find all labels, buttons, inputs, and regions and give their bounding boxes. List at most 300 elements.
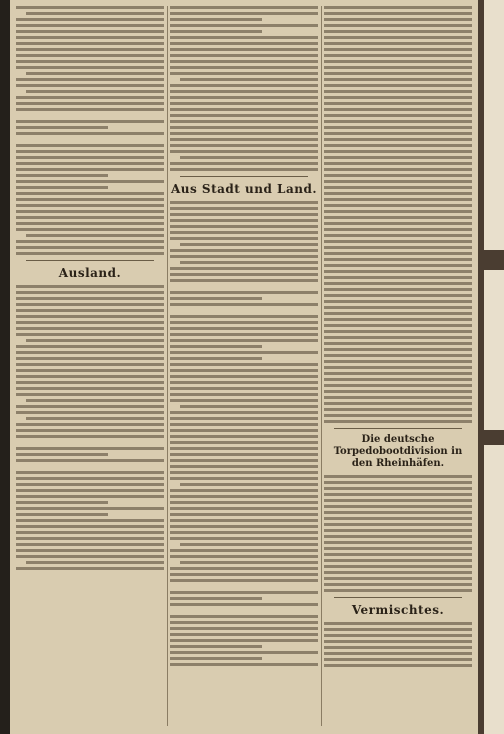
text-line bbox=[324, 378, 472, 381]
text-line bbox=[170, 150, 318, 153]
text-line bbox=[16, 381, 164, 384]
text-line bbox=[26, 339, 164, 342]
text-line bbox=[170, 495, 318, 498]
text-line bbox=[16, 78, 164, 81]
text-line bbox=[16, 240, 164, 243]
section-divider bbox=[334, 597, 462, 598]
text-line bbox=[16, 453, 108, 456]
text-line bbox=[16, 363, 164, 366]
text-line bbox=[26, 90, 164, 93]
text-line bbox=[324, 517, 472, 520]
text-line bbox=[170, 297, 262, 300]
text-line bbox=[26, 234, 164, 237]
text-line bbox=[16, 120, 164, 123]
text-line bbox=[170, 144, 318, 147]
text-line bbox=[16, 204, 164, 207]
text-line bbox=[324, 559, 472, 562]
text-line bbox=[324, 216, 472, 219]
text-line bbox=[170, 549, 318, 552]
text-line bbox=[324, 640, 472, 643]
text-line bbox=[324, 634, 472, 637]
text-line bbox=[324, 396, 472, 399]
text-line bbox=[16, 108, 164, 111]
text-line bbox=[170, 453, 318, 456]
text-line bbox=[16, 291, 164, 294]
text-line bbox=[170, 132, 318, 135]
text-line bbox=[324, 78, 472, 81]
text-line bbox=[324, 372, 472, 375]
text-line bbox=[324, 402, 472, 405]
section-divider bbox=[180, 176, 308, 177]
text-line bbox=[324, 186, 472, 189]
text-line bbox=[324, 300, 472, 303]
text-line bbox=[324, 48, 472, 51]
text-line bbox=[324, 306, 472, 309]
text-line bbox=[170, 615, 318, 618]
text-line bbox=[324, 150, 472, 153]
text-line bbox=[324, 228, 472, 231]
text-line bbox=[170, 339, 318, 342]
text-line bbox=[170, 621, 318, 624]
text-line bbox=[16, 477, 164, 480]
text-line bbox=[324, 348, 472, 351]
text-line bbox=[16, 132, 164, 135]
text-line bbox=[324, 72, 472, 75]
text-line bbox=[170, 555, 318, 558]
text-line bbox=[324, 234, 472, 237]
text-line bbox=[16, 321, 164, 324]
text-line bbox=[324, 628, 472, 631]
text-line bbox=[170, 225, 318, 228]
text-line bbox=[170, 633, 318, 636]
text-line bbox=[16, 192, 164, 195]
text-line bbox=[324, 475, 472, 478]
text-line bbox=[324, 318, 472, 321]
text-line bbox=[170, 126, 318, 129]
text-line bbox=[324, 24, 472, 27]
text-line bbox=[170, 423, 318, 426]
text-line bbox=[26, 12, 164, 15]
text-line bbox=[16, 537, 164, 540]
text-line bbox=[324, 505, 472, 508]
text-line bbox=[170, 381, 318, 384]
text-line bbox=[170, 447, 318, 450]
text-line bbox=[170, 120, 318, 123]
text-line bbox=[180, 78, 318, 81]
text-line bbox=[170, 525, 318, 528]
text-line bbox=[324, 42, 472, 45]
text-line bbox=[324, 66, 472, 69]
text-line bbox=[16, 309, 164, 312]
text-line bbox=[324, 258, 472, 261]
text-line bbox=[170, 114, 318, 117]
text-line bbox=[170, 567, 318, 570]
text-line bbox=[170, 591, 318, 594]
text-line bbox=[324, 420, 472, 423]
text-line bbox=[324, 553, 472, 556]
text-line bbox=[324, 270, 472, 273]
text-line bbox=[324, 96, 472, 99]
text-line bbox=[180, 243, 318, 246]
text-line bbox=[26, 417, 164, 420]
text-line bbox=[170, 6, 318, 9]
text-line bbox=[16, 150, 164, 153]
text-line bbox=[16, 495, 164, 498]
text-line bbox=[170, 315, 318, 318]
text-line bbox=[16, 447, 164, 450]
text-line bbox=[324, 6, 472, 9]
text-line bbox=[16, 303, 164, 306]
text-line bbox=[324, 541, 472, 544]
text-line bbox=[170, 501, 318, 504]
text-line bbox=[16, 351, 164, 354]
text-line bbox=[170, 42, 318, 45]
section-heading-vermischtes: Vermischtes. bbox=[351, 603, 445, 617]
text-line bbox=[16, 423, 164, 426]
text-line bbox=[324, 90, 472, 93]
text-line bbox=[170, 519, 318, 522]
text-line bbox=[26, 72, 164, 75]
section-divider bbox=[26, 260, 154, 261]
text-line bbox=[16, 345, 164, 348]
text-line bbox=[16, 435, 164, 438]
text-line bbox=[324, 102, 472, 105]
text-line bbox=[324, 324, 472, 327]
text-line bbox=[16, 6, 164, 9]
text-line bbox=[16, 489, 164, 492]
text-line bbox=[324, 336, 472, 339]
text-line bbox=[16, 429, 164, 432]
text-line bbox=[170, 537, 318, 540]
text-line bbox=[16, 54, 164, 57]
text-line bbox=[170, 273, 318, 276]
text-line bbox=[170, 267, 318, 270]
text-line bbox=[16, 525, 164, 528]
text-line bbox=[16, 549, 164, 552]
text-line bbox=[324, 360, 472, 363]
text-line bbox=[324, 120, 472, 123]
text-line bbox=[324, 174, 472, 177]
text-line bbox=[26, 399, 164, 402]
text-line bbox=[324, 126, 472, 129]
text-line bbox=[324, 414, 472, 417]
text-line bbox=[170, 249, 318, 252]
text-line bbox=[180, 561, 318, 564]
text-line bbox=[16, 42, 164, 45]
text-line bbox=[16, 567, 164, 570]
text-line bbox=[170, 489, 318, 492]
text-line bbox=[170, 255, 318, 258]
text-line bbox=[170, 513, 318, 516]
text-line bbox=[170, 30, 262, 33]
text-line bbox=[324, 529, 472, 532]
text-line bbox=[16, 543, 164, 546]
text-line bbox=[324, 622, 472, 625]
text-line bbox=[16, 297, 164, 300]
text-line bbox=[16, 519, 164, 522]
text-line bbox=[324, 664, 472, 667]
text-line bbox=[324, 108, 472, 111]
text-line bbox=[16, 174, 108, 177]
text-line bbox=[170, 138, 318, 141]
text-line bbox=[170, 168, 318, 171]
text-line bbox=[324, 192, 472, 195]
text-line bbox=[324, 646, 472, 649]
text-line bbox=[170, 345, 262, 348]
text-line bbox=[170, 663, 318, 666]
text-line bbox=[170, 651, 318, 654]
text-line bbox=[324, 138, 472, 141]
text-line bbox=[170, 102, 318, 105]
text-line bbox=[16, 387, 164, 390]
text-line bbox=[170, 639, 318, 642]
text-line bbox=[170, 231, 318, 234]
text-line bbox=[16, 357, 164, 360]
column-left bbox=[16, 6, 164, 726]
text-line bbox=[324, 354, 472, 357]
text-line bbox=[16, 459, 164, 462]
text-line bbox=[16, 60, 164, 63]
text-line bbox=[324, 366, 472, 369]
text-line bbox=[16, 168, 164, 171]
text-line bbox=[170, 24, 318, 27]
text-line bbox=[324, 198, 472, 201]
text-line bbox=[324, 276, 472, 279]
section-heading-torpedo: Die deutsche Torpedobootdivision in den Rheinhäfen. bbox=[333, 434, 463, 469]
column-rule bbox=[167, 6, 168, 726]
text-line bbox=[170, 303, 318, 306]
section-heading-ausland: Ausland. bbox=[58, 266, 122, 280]
text-line bbox=[16, 186, 108, 189]
text-line bbox=[324, 565, 472, 568]
text-line bbox=[16, 126, 108, 129]
text-line bbox=[324, 84, 472, 87]
text-line bbox=[324, 264, 472, 267]
text-line bbox=[170, 84, 318, 87]
text-line bbox=[324, 523, 472, 526]
text-line bbox=[324, 408, 472, 411]
text-line bbox=[324, 658, 472, 661]
text-line bbox=[170, 507, 318, 510]
text-line bbox=[324, 162, 472, 165]
text-line bbox=[170, 291, 318, 294]
text-line bbox=[324, 246, 472, 249]
text-line bbox=[16, 144, 164, 147]
text-line bbox=[16, 216, 164, 219]
text-line bbox=[170, 627, 318, 630]
text-line bbox=[324, 30, 472, 33]
text-line bbox=[26, 561, 164, 564]
text-line bbox=[324, 493, 472, 496]
text-line bbox=[170, 18, 262, 21]
text-line bbox=[170, 327, 318, 330]
text-line bbox=[16, 369, 164, 372]
text-line bbox=[16, 246, 164, 249]
text-line bbox=[170, 162, 318, 165]
text-line bbox=[324, 294, 472, 297]
text-line bbox=[170, 219, 318, 222]
text-line bbox=[16, 507, 164, 510]
text-line bbox=[16, 30, 164, 33]
text-line bbox=[170, 60, 318, 63]
text-line bbox=[324, 577, 472, 580]
text-line bbox=[324, 481, 472, 484]
text-line bbox=[324, 240, 472, 243]
text-line bbox=[170, 66, 318, 69]
text-line bbox=[170, 90, 318, 93]
text-line bbox=[16, 48, 164, 51]
text-line bbox=[170, 657, 262, 660]
text-line bbox=[16, 198, 164, 201]
text-line bbox=[324, 12, 472, 15]
text-line bbox=[16, 102, 164, 105]
text-line bbox=[16, 252, 164, 255]
text-line bbox=[180, 156, 318, 159]
section-heading-stadt_land: Aus Stadt und Land. bbox=[170, 182, 318, 196]
text-line bbox=[324, 18, 472, 21]
text-line bbox=[170, 357, 262, 360]
text-line bbox=[170, 603, 318, 606]
text-line bbox=[324, 36, 472, 39]
text-line bbox=[170, 387, 318, 390]
text-line bbox=[170, 369, 318, 372]
text-line bbox=[324, 288, 472, 291]
text-line bbox=[16, 222, 164, 225]
text-line bbox=[170, 441, 318, 444]
text-line bbox=[16, 393, 164, 396]
text-line bbox=[324, 114, 472, 117]
scan-spine bbox=[0, 0, 10, 734]
text-line bbox=[324, 180, 472, 183]
text-line bbox=[16, 555, 164, 558]
text-line bbox=[16, 327, 164, 330]
text-line bbox=[170, 237, 318, 240]
text-line bbox=[170, 36, 318, 39]
text-line bbox=[170, 321, 318, 324]
text-line bbox=[324, 589, 472, 592]
text-line bbox=[170, 477, 318, 480]
text-line bbox=[324, 571, 472, 574]
text-line bbox=[16, 501, 108, 504]
text-line bbox=[16, 36, 164, 39]
text-line bbox=[324, 487, 472, 490]
text-line bbox=[170, 531, 318, 534]
text-line bbox=[170, 363, 318, 366]
text-line bbox=[180, 405, 318, 408]
text-line bbox=[324, 511, 472, 514]
text-line bbox=[324, 535, 472, 538]
text-line bbox=[170, 108, 318, 111]
text-line bbox=[324, 390, 472, 393]
text-line bbox=[16, 84, 164, 87]
text-line bbox=[16, 513, 108, 516]
next-page-edge bbox=[478, 0, 504, 734]
text-line bbox=[170, 573, 318, 576]
text-line bbox=[170, 429, 318, 432]
text-line bbox=[170, 465, 318, 468]
text-line bbox=[170, 411, 318, 414]
text-line bbox=[16, 96, 164, 99]
column-rule bbox=[321, 6, 322, 726]
text-line bbox=[16, 405, 164, 408]
text-line bbox=[324, 652, 472, 655]
text-line bbox=[170, 645, 262, 648]
text-line bbox=[170, 351, 318, 354]
text-line bbox=[16, 210, 164, 213]
text-line bbox=[170, 399, 318, 402]
text-line bbox=[16, 531, 164, 534]
text-line bbox=[324, 144, 472, 147]
text-line bbox=[170, 375, 318, 378]
text-line bbox=[170, 393, 318, 396]
text-line bbox=[16, 18, 164, 21]
text-line bbox=[324, 156, 472, 159]
text-line bbox=[170, 579, 318, 582]
text-line bbox=[324, 60, 472, 63]
text-line bbox=[16, 483, 164, 486]
text-line bbox=[16, 162, 164, 165]
text-line bbox=[170, 213, 318, 216]
text-line bbox=[180, 261, 318, 264]
text-line bbox=[170, 597, 262, 600]
text-line bbox=[170, 201, 318, 204]
text-line bbox=[324, 583, 472, 586]
text-line bbox=[170, 333, 318, 336]
text-line bbox=[324, 132, 472, 135]
text-line bbox=[170, 54, 318, 57]
text-line bbox=[170, 471, 318, 474]
text-line bbox=[170, 48, 318, 51]
text-line bbox=[170, 279, 318, 282]
text-line bbox=[324, 384, 472, 387]
text-line bbox=[170, 12, 318, 15]
text-line bbox=[16, 66, 164, 69]
text-line bbox=[16, 156, 164, 159]
text-line bbox=[170, 459, 318, 462]
text-line bbox=[324, 499, 472, 502]
text-line bbox=[170, 417, 318, 420]
text-line bbox=[324, 282, 472, 285]
text-line bbox=[16, 471, 164, 474]
text-line bbox=[324, 342, 472, 345]
text-line bbox=[16, 375, 164, 378]
text-line bbox=[16, 411, 164, 414]
text-line bbox=[16, 315, 164, 318]
text-line bbox=[324, 312, 472, 315]
text-line bbox=[16, 228, 164, 231]
text-line bbox=[170, 96, 318, 99]
column-right bbox=[324, 6, 472, 726]
text-line bbox=[324, 54, 472, 57]
text-line bbox=[324, 252, 472, 255]
text-line bbox=[180, 483, 318, 486]
text-line bbox=[170, 207, 318, 210]
text-line bbox=[324, 210, 472, 213]
text-line bbox=[16, 180, 164, 183]
text-line bbox=[16, 333, 164, 336]
text-line bbox=[324, 547, 472, 550]
text-line bbox=[180, 543, 318, 546]
column-middle bbox=[170, 6, 318, 726]
text-line bbox=[324, 204, 472, 207]
text-line bbox=[170, 72, 318, 75]
text-line bbox=[324, 330, 472, 333]
text-line bbox=[16, 285, 164, 288]
text-line bbox=[324, 222, 472, 225]
newspaper-page bbox=[10, 0, 478, 734]
text-line bbox=[16, 24, 164, 27]
text-line bbox=[324, 168, 472, 171]
